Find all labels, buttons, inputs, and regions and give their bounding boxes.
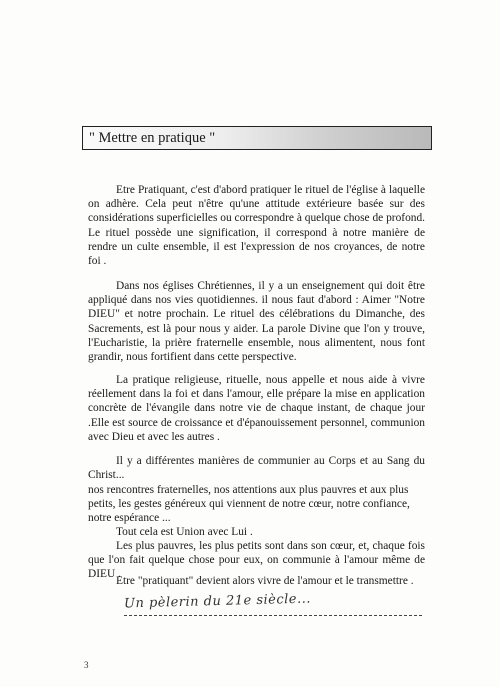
paragraph-6: Tout cela est Union avec Lui . bbox=[116, 526, 253, 538]
paragraph-2: Dans nos églises Chrétiennes, il y a un enseignement qui doit être appliqué dans nos vies quotidiennes. il nous faut d'abord : Aimer "Notre DIEU" et notre prochain. Le rituel des célébrations du Dimanche, des Sacrements, est là pour nous y aider. La parole Divine que l'on y trouve, l'Eucharistie, la prière fraternelle ensemble, nous alimentent, nous font grandir, nous fortifient dans cette perspective. bbox=[88, 280, 425, 364]
paragraph-7: Les plus pauvres, les plus petits sont dans son cœur, et, chaque fois que l'on fait quelque chose pour eux, on communie à l'amour même de DIEU . bbox=[88, 540, 425, 581]
document-title: " Mettre en pratique " bbox=[89, 130, 216, 146]
paragraph-3: La pratique religieuse, rituelle, nous appelle et nous aide à vivre réellement dans la foi et dans l'amour, elle prépare la mise en application concrète de l'évangile dans notre vie de chaque instant, de chaque jour .Elle est source de croissance et d'épanouissement personnel, communion avec Dieu et avec les autres . bbox=[88, 374, 425, 443]
dashed-rule bbox=[124, 615, 422, 616]
paragraph-4: Il y a différentes manières de communier au Corps et au Sang du Christ... bbox=[88, 455, 425, 482]
paragraph-1: Etre Pratiquant, c'est d'abord pratiquer le rituel de l'église à laquelle on adhère. Cela peut n'être qu'une attitude extérieure basée sur des considérations superficielles ou correspondre à quelque chose de profond. Le rituel possède une signification, il correspond à notre manière de rendre un culte ensemble, il est l'expression de nos croyances, de notre foi . bbox=[88, 184, 425, 268]
paragraph-8: Etre "pratiquant" devient alors vivre de l'amour et le transmettre . bbox=[116, 575, 414, 587]
handwritten-signature: Un pèlerin du 21e siècle... bbox=[123, 591, 312, 612]
title-box bbox=[82, 126, 432, 150]
page-number: 3 bbox=[84, 660, 89, 670]
paragraph-5: nos rencontres fraternelles, nos attentions aux plus pauvres et aux plus petits, les gestes généreux qui viennent de notre cœur, notre confiance, notre espérance ... bbox=[88, 484, 410, 525]
